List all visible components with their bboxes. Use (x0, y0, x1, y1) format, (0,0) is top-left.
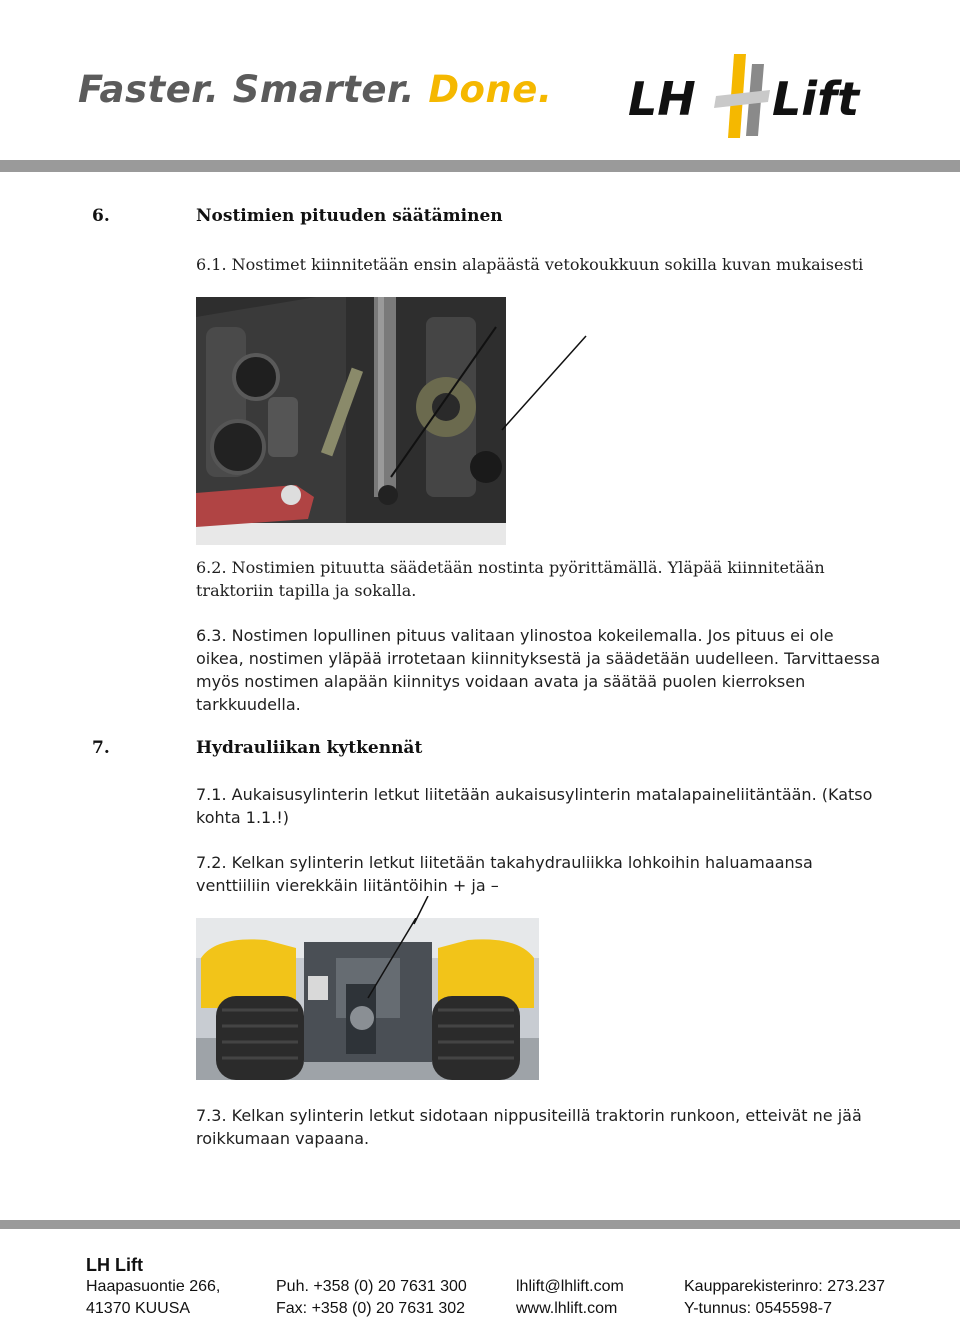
paragraph-7-2: 7.2. Kelkan sylinterin letkut liitetään takahydrauliikka lohkoihin haluamaansa venttiiliin vierekkäin liitäntöihin + ja – (196, 853, 813, 895)
footer-registry (684, 1276, 885, 1320)
footer-vat-number: Y-tunnus: 0545598-7 (684, 1300, 832, 1317)
slogan (78, 68, 552, 111)
paragraph-7-3: 7.3. Kelkan sylinterin letkut sidotaan nippusiteillä traktorin runkoon, etteivät ne jää roikkumaan vapaana. (196, 1106, 862, 1148)
header-divider (0, 160, 960, 172)
section-7-number: 7. (92, 738, 110, 758)
paragraph-6-3: 6.3. Nostimen lopullinen pituus valitaan ylinostoa kokeilemalla. Jos pituus ei ole oikea, nostimen yläpää irrotetaan kiinnityksestä ja säädetään uudelleen. Tarvittaessa myös nostimen alapään kiinnitys voidaan avata ja säätää puolen kierroksen tarkkuudella. (196, 626, 881, 714)
footer-postcode: 41370 KUUSA (86, 1300, 191, 1317)
top-margin (0, 0, 960, 22)
footer-contact (516, 1276, 624, 1320)
fork-icon (712, 50, 774, 142)
footer-company: LH Lift (86, 1255, 143, 1275)
logo-text-lh: LH (628, 72, 696, 126)
footer-website[interactable]: www.lhlift.com (516, 1300, 618, 1317)
footer-street: Haapasuontie 266, (86, 1278, 221, 1295)
paragraph-6-1: 6.1. Nostimet kiinnitetään ensin alapäästä vetokoukkuun sokilla kuvan mukaisesti (196, 255, 864, 274)
footer-divider (0, 1220, 960, 1229)
section-6-number: 6. (92, 206, 110, 226)
lift-attachment-image (196, 297, 506, 545)
slogan-done: Done. (428, 68, 553, 111)
pointer-line-icon-2 (410, 896, 440, 926)
footer-reg-number: Kaupparekisterinro: 273.237 (684, 1278, 886, 1295)
footer-phones (276, 1276, 467, 1320)
tractor-photo-icon (196, 918, 539, 1080)
section-6-title: Nostimien pituuden säätäminen (196, 206, 503, 226)
paragraph-6-2: 6.2. Nostimien pituutta säädetään nostinta pyörittämällä. Yläpää kiinnitetään traktoriin tapilla ja sokalla. (196, 558, 825, 600)
logo-text-lift: Lift (772, 72, 860, 126)
footer-fax: Fax: +358 (0) 20 7631 302 (276, 1300, 466, 1317)
tractor-rear-image (196, 918, 539, 1080)
section-7-title: Hydrauliikan kytkennät (196, 738, 423, 758)
footer-phone: Puh. +358 (0) 20 7631 300 (276, 1278, 467, 1295)
lh-lift-logo (626, 48, 876, 144)
slogan-main: Faster. Smarter. (78, 68, 415, 111)
footer-email[interactable]: lhlift@lhlift.com (516, 1278, 624, 1295)
paragraph-7-1: 7.1. Aukaisusylinterin letkut liitetään aukaisusylinterin matalapaineliitäntään. (Katso kohta 1.1.!) (196, 785, 873, 827)
pointer-line-icon (470, 334, 590, 434)
footer-address (86, 1254, 220, 1320)
lift-rendering-icon (196, 297, 506, 545)
